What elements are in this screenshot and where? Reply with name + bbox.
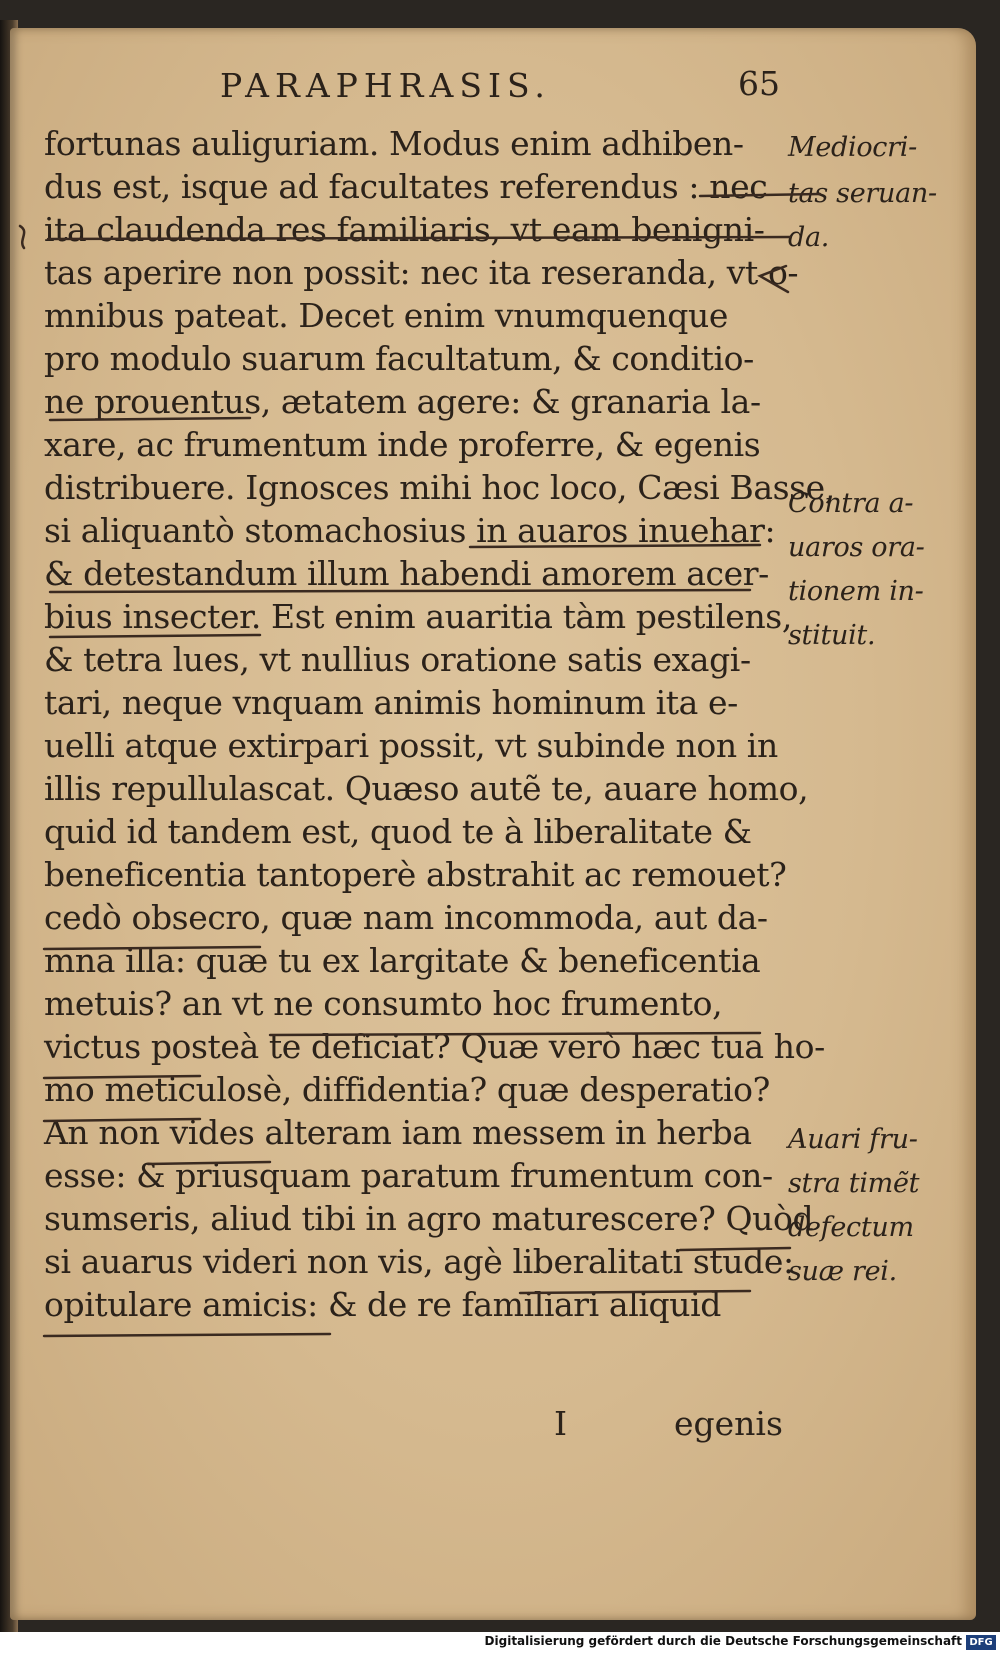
running-head: PARAPHRASIS. [220,66,551,105]
text-line: tas aperire non possit: nec ita reseranda, vt o- [44,253,799,292]
footer-bar [0,1632,1000,1654]
text-line: mnibus pateat. Decet enim vnumquenque [44,296,728,335]
dfg-logo: DFG [966,1635,996,1650]
text-line: & tetra lues, vt nullius oratione satis exagi- [44,640,751,679]
catchword: egenis [674,1404,783,1443]
text-line: victus posteà te deficiat? Quæ verò hæc tua ho- [44,1027,825,1066]
marginal-note: Contra a- [788,488,914,519]
marginal-note: tionem in- [788,576,924,607]
text-line: beneficentia tantoperè abstrahit ac remouet? [44,855,787,894]
text-line: & detestandum illum habendi amorem acer- [44,554,769,593]
marginal-note: Mediocri- [788,132,917,163]
marginal-note: tas seruan- [788,178,937,209]
funding-credit: Digitalisierung gefördert durch die Deutsche Forschungsgemeinschaft [484,1634,962,1648]
text-line: dus est, isque ad facultates referendus : nec [44,167,768,206]
text-line: mo meticulosè, diffidentia? quæ desperatio? [44,1070,770,1109]
text-line: xare, ac frumentum inde proferre, & egenis [44,425,761,464]
marginal-note: uaros ora- [788,532,925,563]
text-line: si auarus videri non vis, agè liberalitati stude: [44,1242,794,1281]
text-line: fortunas auliguriam. Modus enim adhiben- [44,124,744,163]
text-line: sumseris, aliud tibi in agro maturescere? Quòd [44,1199,814,1238]
marginal-note: stituit. [788,620,876,651]
text-line: cedò obsecro, quæ nam incommoda, aut da- [44,898,768,937]
text-line: bius insecter. Est enim auaritia tàm pestilens, [44,597,792,636]
text-line: ne prouentus, ætatem agere: & granaria la- [44,382,761,421]
signature-mark: I [554,1404,568,1443]
marginal-note: suæ rei. [788,1256,897,1287]
text-line: ita claudenda res familiaris, vt eam benigni- [44,210,765,249]
text-line: illis repullulascat. Quæso autẽ te, auare homo, [44,769,809,808]
text-line: opitulare amicis: & de re familiari aliquid [44,1285,721,1324]
text-line: mna illa: quæ tu ex largitate & beneficentia [44,941,761,980]
text-line: metuis? an vt ne consumto hoc frumento, [44,984,723,1023]
text-line: distribuere. Ignosces mihi hoc loco, Cæsi Basse, [44,468,835,507]
text-line: si aliquantò stomachosius in auaros inuehar: [44,511,776,550]
marginal-note: stra timẽt [788,1168,920,1199]
text-line: quid id tandem est, quod te à liberalitate & [44,812,752,851]
marginal-note: Auari fru- [788,1124,918,1155]
page-number: 65 [738,64,780,103]
text-line: pro modulo suarum facultatum, & conditio- [44,339,754,378]
text-line: tari, neque vnquam animis hominum ita e- [44,683,738,722]
marginal-note: da. [788,222,830,253]
marginal-note: defectum [788,1212,914,1243]
text-line: An non vides alteram iam messem in herba [44,1113,752,1152]
text-line: uelli atque extirpari possit, vt subinde non in [44,726,778,765]
text-line: esse: & priusquam paratum frumentum con- [44,1156,773,1195]
